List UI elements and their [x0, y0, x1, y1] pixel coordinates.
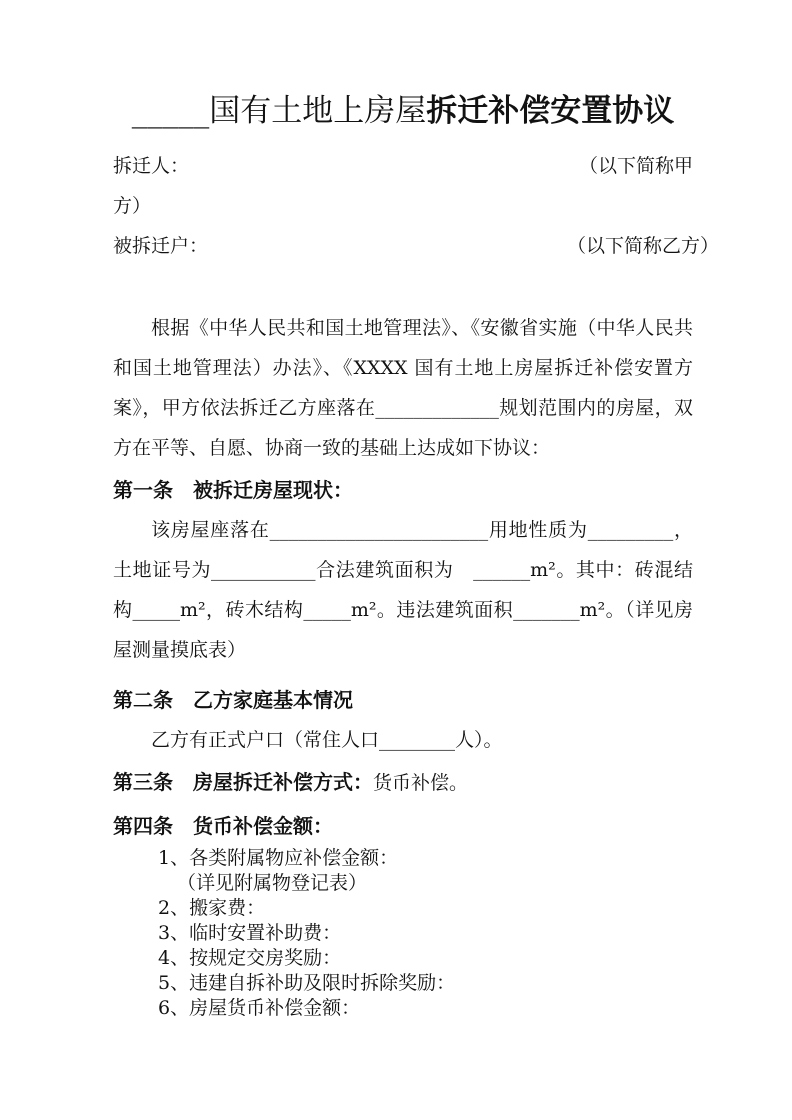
- article-3-body: 货币补偿。: [373, 772, 469, 794]
- party-label-demolished: 被拆迁户：: [113, 235, 209, 257]
- party-line-demolished: [113, 226, 719, 266]
- article-3-heading: 第三条 房屋拆迁补偿方式：: [113, 770, 373, 794]
- party-line-wrap: [113, 186, 693, 226]
- article-4-heading: 第四条 货币补偿金额：: [113, 814, 333, 838]
- document-title: [113, 88, 693, 134]
- party-alias-note-b: （以下简称乙方）: [566, 235, 719, 257]
- party-alias-note-a-continuation: 方）: [113, 195, 152, 217]
- list-item-selfdemolition-reward: 5、违建自拆补助及限时拆除奖励：: [158, 972, 456, 994]
- article-2-body: 乙方有正式户口（常住人口________人）。: [151, 729, 503, 751]
- article-1-heading: 第一条 被拆迁房屋现状：: [113, 478, 353, 502]
- title-text-bold: 拆迁补偿安置协议: [426, 93, 675, 129]
- party-label-demolisher: 拆迁人：: [113, 155, 190, 177]
- list-item-moving-fee: 2、搬家费：: [158, 897, 266, 919]
- list-item-attachments-note: （详见附属物登记表）: [177, 872, 368, 894]
- list-item-temp-resettlement: 3、临时安置补助费：: [158, 922, 342, 944]
- title-text-regular: 国有土地上房屋: [209, 93, 427, 129]
- article-3-line: [113, 762, 693, 803]
- list-item-monetary-amount: 6、房屋货币补偿金额：: [158, 997, 361, 1019]
- title-blank-line: _____: [131, 93, 210, 129]
- article-2-heading: 第二条 乙方家庭基本情况: [113, 688, 353, 712]
- party-alias-note-a: （以下简称甲: [578, 155, 693, 177]
- party-line-demolisher: [113, 146, 693, 186]
- blank-line: [113, 266, 693, 308]
- article-1-body: 该房屋座落在_______________________用地性质为_________，土地证号为___________合法建筑面积为 ______m²。其中：砖混结构_____m²，砖木结构_____m²。违法建筑面积_______m²。（详见房屋测量摸底表）: [113, 519, 693, 661]
- list-item-handover-reward: 4、按规定交房奖励：: [158, 947, 342, 969]
- intro-paragraph: 根据《中华人民共和国土地管理法》、《安徽省实施（中华人民共和国土地管理法）办法》、《XXXX 国有土地上房屋拆迁补偿安置方案》，甲方依法拆迁乙方座落在_____________规划范围内的房屋，双方在平等、自愿、协商一致的基础上达成如下协议：: [113, 317, 693, 459]
- list-item-attachments: 1、各类附属物应补偿金额：: [158, 847, 399, 869]
- compensation-items-list: [113, 846, 693, 1021]
